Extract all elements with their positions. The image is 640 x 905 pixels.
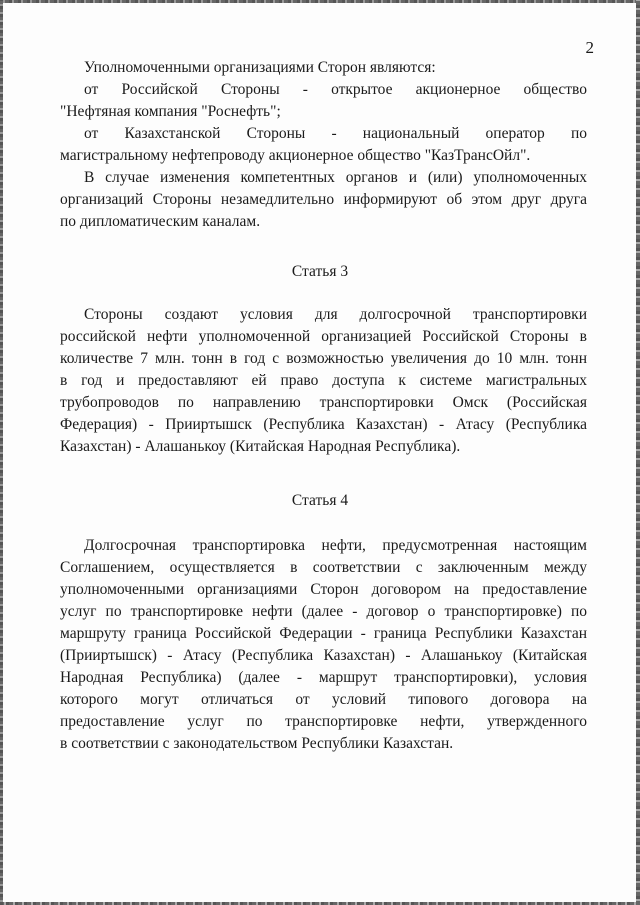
article4-line: Соглашением, осуществляется в соответствии с заключенным между [60, 559, 587, 576]
article-3-body [60, 304, 587, 458]
block1-line: магистральному нефтепроводу акционерное общество "КазТрансОйл". [60, 147, 531, 164]
article3-line: в год и предоставляют ей право доступа к системе магистральных [60, 372, 587, 389]
article3-line: российской нефти уполномоченной организацией Российской Стороны в [60, 328, 587, 345]
article3-line: трубопроводов по направлению транспортировки Омск (Российская [60, 394, 587, 411]
block1-line: организаций Стороны незамедлительно информируют об этом друг друга [60, 191, 587, 208]
block1-line: В случае изменения компетентных органов и (или) уполномоченных [84, 169, 587, 186]
article4-line: уполномоченными организациями Сторон договором на предоставление [60, 581, 587, 598]
block1-line: "Нефтяная компания "Роснефть"; [60, 103, 281, 120]
article-4-heading: Статья 4 [291, 492, 349, 509]
article-4-body [60, 535, 587, 755]
article4-line: Долгосрочная транспортировка нефти, предусмотренная настоящим [84, 537, 587, 554]
article4-line: услуг по транспортировке нефти (далее - договор о транспортировке) по [60, 603, 587, 620]
article3-line: Федерация) - Прииртышск (Республика Казахстан) - Атасу (Республика [60, 416, 587, 433]
article-3-heading: Статья 3 [291, 263, 349, 280]
block1-line: по дипломатическим каналам. [60, 213, 261, 230]
authorized-organizations-block [60, 57, 587, 233]
page-number: 2 [585, 38, 594, 57]
scan-border-left [0, 0, 3, 905]
block1-line: Уполномоченными организациями Сторон являются: [84, 59, 436, 76]
article4-line: в соответствии с законодательством Республики Казахстан. [60, 735, 454, 752]
scan-border-right [636, 0, 640, 905]
article4-line: маршруту граница Российской Федерации - граница Республики Казахстан [60, 625, 587, 642]
scan-border-top [0, 0, 640, 3]
article4-line: (Прииртышск) - Атасу (Республика Казахстан) - Алашанькоу (Китайская [60, 647, 587, 664]
article3-line: Казахстан) - Алашанькоу (Китайская Народная Республика). [60, 438, 461, 455]
block1-line: от Казахстанской Стороны - национальный оператор по [84, 125, 587, 142]
article4-line: предоставление услуг по транспортировке нефти, утвержденного [60, 713, 587, 730]
article3-line: количестве 7 млн. тонн в год с возможностью увеличения до 10 млн. тонн [60, 350, 587, 367]
article4-line: Народная Республика) (далее - маршрут транспортировки), условия [60, 669, 587, 686]
article4-line: которого могут отличаться от условий типового договора на [60, 691, 587, 708]
block1-line: от Российской Стороны - открытое акционерное общество [84, 81, 587, 98]
article3-line: Стороны создают условия для долгосрочной транспортировки [84, 306, 587, 323]
